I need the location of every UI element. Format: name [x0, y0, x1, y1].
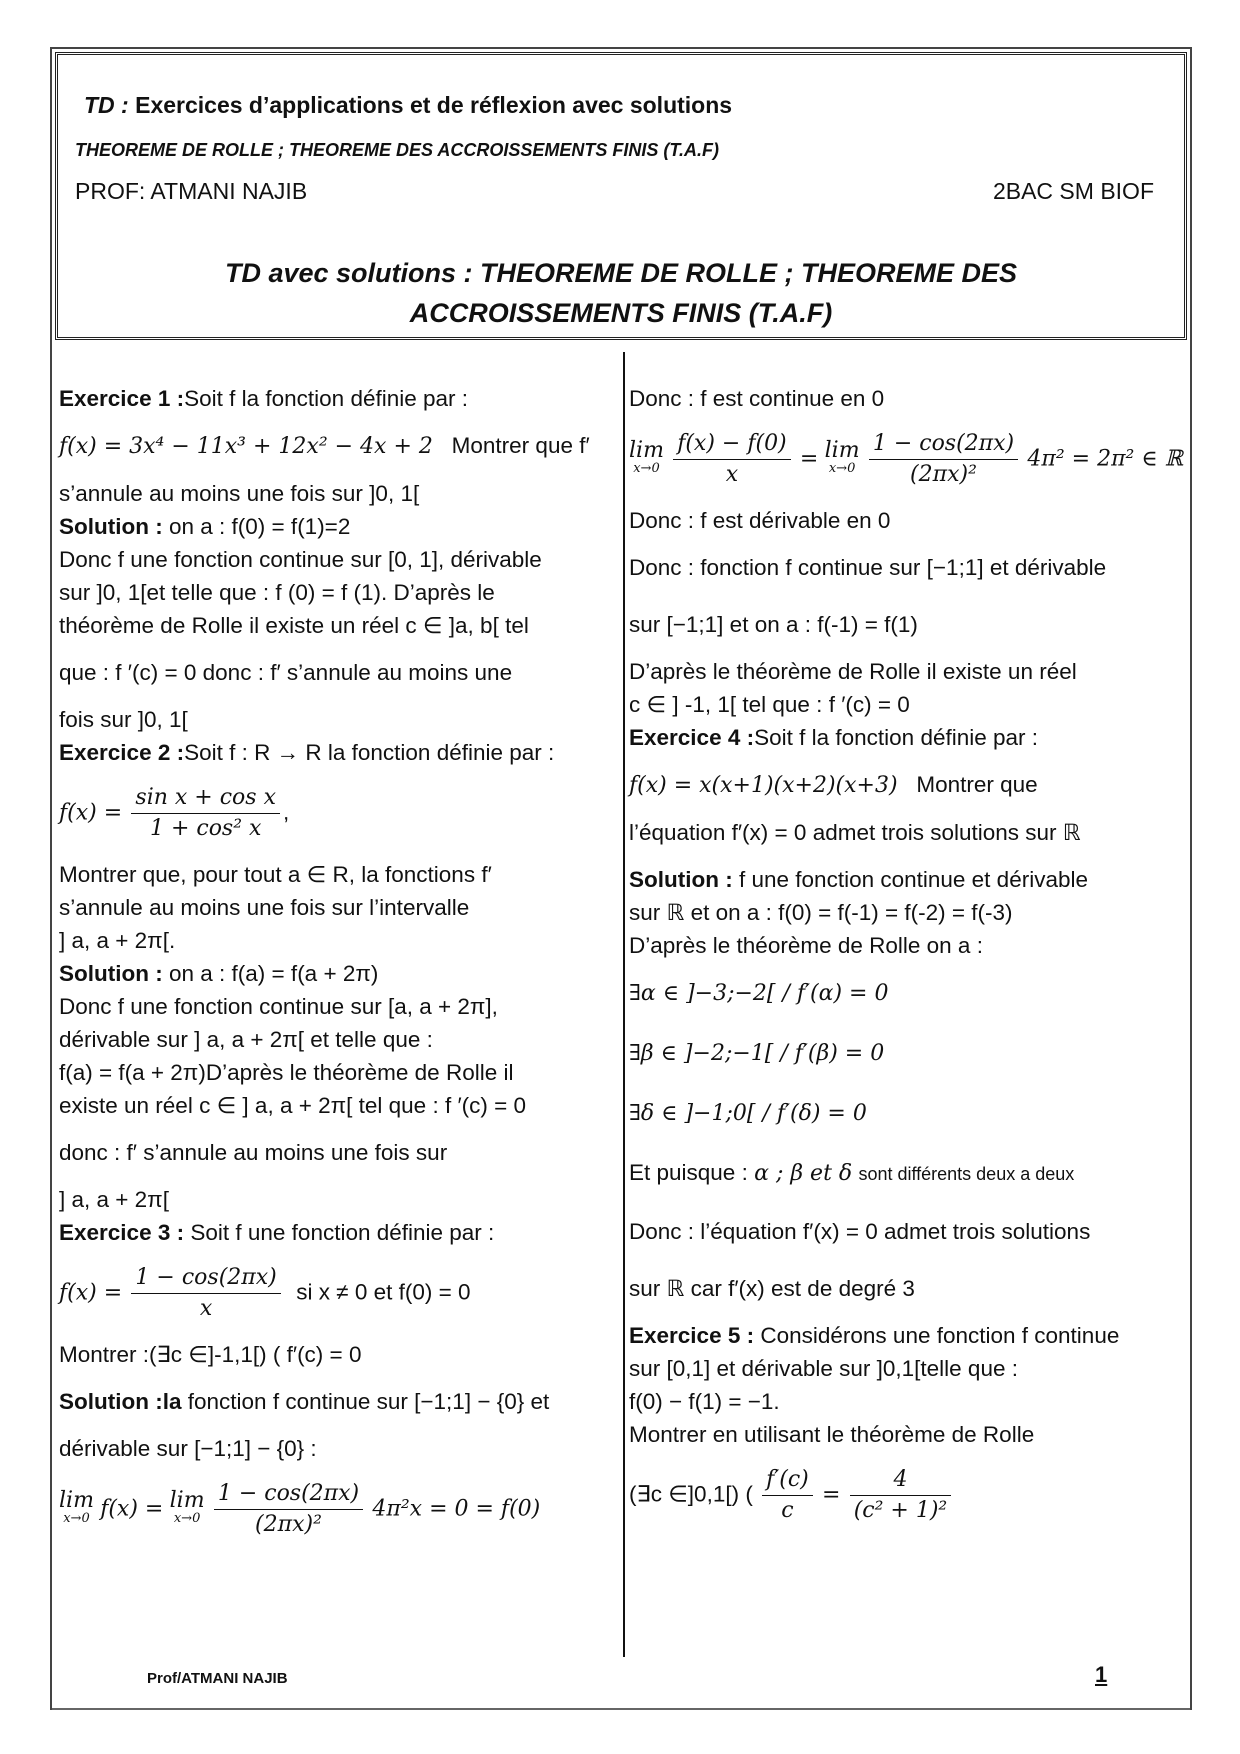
right-column	[629, 382, 1189, 1526]
solution-1-line: que : f ′(c) = 0 donc : f′ s’annule au moins une	[59, 660, 513, 685]
solution-2-line: ] a, a + 2π[	[59, 1187, 169, 1212]
exercise-5-line: f(0) − f(1) = −1.	[629, 1389, 780, 1414]
exercise-1-statement: s’annule au moins une fois sur ]0, 1[	[59, 481, 420, 506]
continuity-line: Donc : f est continue en 0	[629, 386, 885, 411]
exercise-3-formula: f(x) = $\frac{1 - \cos(2\pi x)}{x}$ si x ≠ 0 et f(0) = 0	[59, 1265, 471, 1321]
exercise-5-line: Montrer en utilisant le théorème de Rolle	[629, 1422, 1035, 1447]
td-heading	[84, 92, 732, 119]
td-title: Exercices d’applications et de réflexion avec solutions	[135, 92, 733, 118]
solution-2: Solution : on a : f(a) = f(a + 2π)	[59, 961, 379, 986]
bottom-rule	[52, 1708, 1190, 1710]
solution-2-line: existe un réel c ∈ ] a, a + 2π[ tel que : f ′(c) = 0	[59, 1093, 527, 1118]
solution-1-line: Donc f une fonction continue sur [0, 1], dérivable	[59, 547, 542, 572]
exercise-4-heading: Exercice 4 :Soit f la fonction définie par :	[629, 725, 1039, 750]
class-level: 2BAC SM BIOF	[992, 178, 1154, 204]
right-line: Donc : fonction f continue sur [−1;1] et dérivable	[629, 555, 1107, 580]
exercise-4-statement: l’équation f′(x) = 0 admet trois solutions sur ℝ	[629, 820, 1081, 845]
solution-1-line: théorème de Rolle il existe un réel c ∈ ]a, b[ tel	[59, 613, 529, 638]
exercise-3-statement: Montrer :(∃c ∈]-1,1[) ( f′(c) = 0	[59, 1342, 362, 1367]
right-line: D’après le théorème de Rolle il existe un réel	[629, 659, 1077, 684]
solution-2-line: dérivable sur ] a, a + 2π[ et telle que :	[59, 1027, 433, 1052]
solution-2-line: donc : f′ s’annule au moins une fois sur	[59, 1140, 448, 1165]
solution-1-line: sur ]0, 1[et telle que : f (0) = f (1). D’après le	[59, 580, 495, 605]
footer-author: Prof/ATMANI NAJIB	[147, 1670, 288, 1687]
solution-2-line: f(a) = f(a + 2π)D’après le théorème de Rolle il	[59, 1060, 514, 1085]
solution-4-line: D’après le théorème de Rolle on a :	[629, 933, 983, 958]
right-line: c ∈ ] -1, 1[ tel que : f ′(c) = 0	[629, 692, 910, 717]
derivative-limit: lim x→0 $\frac{f(x) - f(0)}{x}$ = lim x→0 $\frac{1 - \cos(2\pi x)}{\text{(2πx)²}}$ 4π² = 2π² ∈ ℝ	[629, 431, 1183, 487]
page-title	[60, 253, 1182, 333]
solution-4-distinct: Et puisque : α ; β et δ sont différents deux a deux	[629, 1160, 1075, 1186]
exercise-4-formula: f(x) = x(x+1)(x+2)(x+3) Montrer que	[629, 772, 1038, 798]
solution-3: Solution :la fonction f continue sur [−1;1] − {0} et	[59, 1389, 550, 1414]
solution-4-line: Donc : l’équation f′(x) = 0 admet trois solutions	[629, 1219, 1091, 1244]
left-column	[59, 382, 619, 1540]
prof-name: PROF: ATMANI NAJIB	[75, 178, 308, 204]
solution-4: Solution : f une fonction continue et dérivable	[629, 867, 1088, 892]
exercise-5-line: sur [0,1] et dérivable sur ]0,1[telle que :	[629, 1356, 1018, 1381]
solution-1-line: fois sur ]0, 1[	[59, 707, 188, 732]
column-divider	[623, 352, 625, 1657]
solution-4-line: sur ℝ et on a : f(0) = f(-1) = f(-2) = f(-3)	[629, 900, 1013, 925]
td-label: TD :	[84, 92, 129, 118]
solution-2-line: Donc f une fonction continue sur [a, a + 2π],	[59, 994, 498, 1019]
solution-4-line: sur ℝ car f′(x) est de degré 3	[629, 1276, 915, 1301]
exercise-1-heading: Exercice 1 :Soit f la fonction définie par :	[59, 386, 469, 411]
exercise-2-formula: f(x) = $\frac{\text{sin x + cos x}}{\text{1 + cos² x}}$ ,	[59, 785, 290, 841]
header-subtitle: THEOREME DE ROLLE ; THEOREME DES ACCROISSEMENTS FINIS (T.A.F)	[75, 140, 720, 160]
solution-4-delta: ∃δ ∈ ]−1;0[ / f′(δ) = 0	[629, 1101, 867, 1126]
page-title-line1: TD avec solutions : THEOREME DE ROLLE ; THEOREME DES	[224, 258, 1018, 288]
solution-4-beta: ∃β ∈ ]−2;−1[ / f′(β) = 0	[629, 1041, 885, 1066]
right-line: Donc : f est dérivable en 0	[629, 508, 891, 533]
page-number: 1	[1095, 1662, 1108, 1687]
solution-1: Solution : on a : f(0) = f(1)=2	[59, 514, 351, 539]
exercise-5-heading: Exercice 5 : Considérons une fonction f continue	[629, 1323, 1120, 1348]
right-line: sur [−1;1] et on a : f(-1) = f(1)	[629, 612, 918, 637]
page-title-line2: ACCROISSEMENTS FINIS (T.A.F)	[409, 298, 833, 328]
exercise-3-heading: Exercice 3 : Soit f une fonction définie par :	[59, 1220, 495, 1245]
solution-3-line: dérivable sur [−1;1] − {0} :	[59, 1436, 317, 1461]
solution-3-limit: lim x→0 f(x) = lim x→0 $\frac{1 - \cos(2\pi x)}{\text{(2πx)²}}$ 4π²x = 0 = f(0)	[59, 1481, 541, 1537]
exercise-5-formula: (∃c ∈]0,1[) ( $\frac{f'(c)}{c}$ = $\frac{4}{\text{(c² + 1)²}}$	[629, 1465, 1189, 1526]
exercise-2-line: ] a, a + 2π[.	[59, 928, 176, 953]
solution-4-alpha: ∃α ∈ ]−3;−2[ / f′(α) = 0	[629, 981, 889, 1006]
exercise-1-formula: f(x) = 3x⁴ − 11x³ + 12x² − 4x + 2 Montrer que f′	[59, 433, 590, 459]
exercise-2-line: s’annule au moins une fois sur l’intervalle	[59, 895, 470, 920]
exercise-2-heading: Exercice 2 :Soit f : R → R la fonction définie par :	[59, 740, 555, 765]
exercise-2-line: Montrer que, pour tout a ∈ R, la fonctions f′	[59, 862, 492, 887]
